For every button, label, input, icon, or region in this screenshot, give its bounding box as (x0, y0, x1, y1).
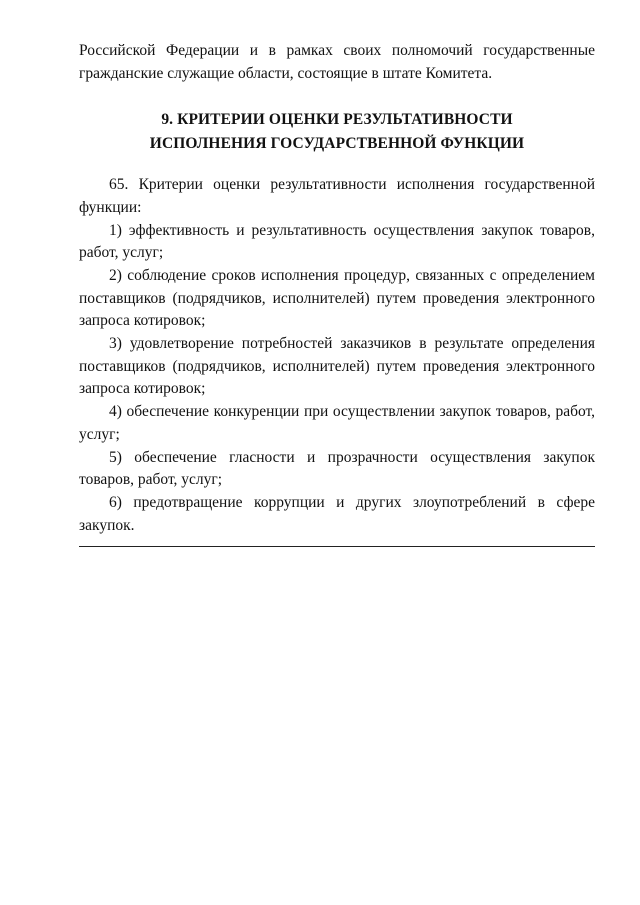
end-divider-line (79, 546, 595, 547)
criteria-list (79, 174, 595, 538)
list-item-4: 4) обеспечение конкуренции при осуществлении закупок товаров, работ, услуг; (79, 403, 595, 443)
list-item-3: 3) удовлетворение потребностей заказчиков в результате определения поставщиков (подрядчиков, исполнителей) путем проведения электронного запроса котировок; (79, 335, 595, 397)
list-item-1: 1) эффективность и результативность осуществления закупок товаров, работ, услуг; (79, 221, 595, 261)
list-item-6: 6) предотвращение коррупции и других злоупотреблений в сфере закупок. (79, 494, 595, 534)
intro-text: Российской Федерации и в рамках своих полномочий государственные гражданские служащие области, состоящие в штате Комитета. (79, 42, 595, 82)
list-item-5: 5) обеспечение гласности и прозрачности осуществления закупок товаров, работ, услуг; (79, 448, 595, 488)
section-heading (79, 108, 595, 156)
list-item-2: 2) соблюдение сроков исполнения процедур, связанных с определением поставщиков (подрядчиков, исполнителей) путем проведения электронного запроса котировок; (79, 267, 595, 329)
paragraph-65: 65. Критерии оценки результативности исполнения государственной функции: (79, 176, 595, 216)
section-heading-line-1: 9. КРИТЕРИИ ОЦЕНКИ РЕЗУЛЬТАТИВНОСТИ (161, 111, 513, 128)
section-heading-line-2: ИСПОЛНЕНИЯ ГОСУДАРСТВЕННОЙ ФУНКЦИИ (149, 135, 525, 152)
intro-paragraph (79, 40, 595, 86)
